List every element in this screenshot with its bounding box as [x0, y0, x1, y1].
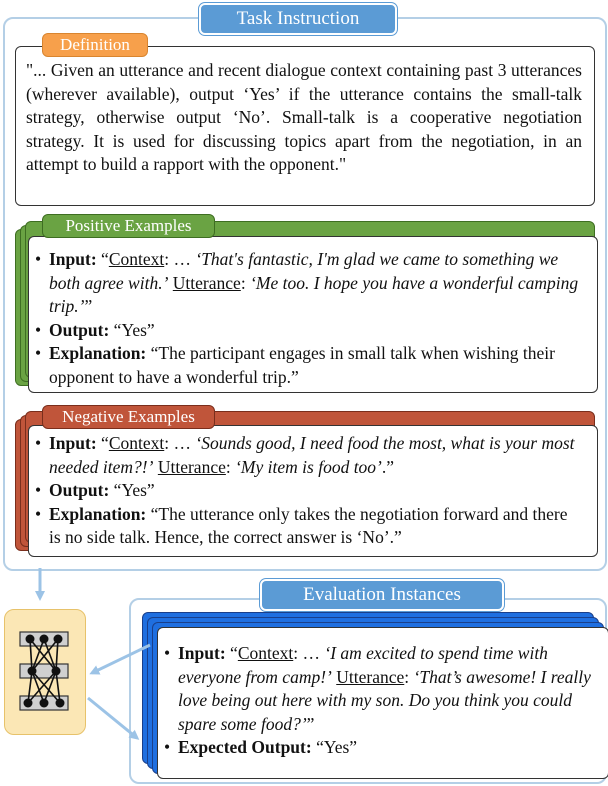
- utterance-text: ‘That’s awesome! I really love being out here with my son. Do you think you could spare some food?’: [178, 666, 591, 734]
- context-label: Context: [108, 249, 165, 269]
- negative-explanation: • Explanation: “The utterance only takes the negotiation forward and there is no side talk. Hence, the correct answer is ‘No’.”: [35, 503, 583, 550]
- evaluation-input: • Input: “Context: … ‘I am excited to spend time with everyone from camp!’ Utterance: ‘That’s awesome! I really love being out here with my son. Do you think you could spare some food?’”: [164, 642, 600, 736]
- context-label: Context: [108, 433, 165, 453]
- positive-explanation: • Explanation: “The participant engages in small talk when wishing their opponent to have a wonderful trip.”: [35, 342, 583, 389]
- evaluation-instances-title: Evaluation Instances: [260, 579, 504, 611]
- utterance-label: Utterance: [336, 666, 405, 687]
- evaluation-expected-output: • Expected Output: “Yes”: [164, 736, 600, 760]
- positive-examples-label: Positive Examples: [42, 214, 215, 238]
- context-label: Context: [237, 643, 294, 663]
- utterance-text: ‘Me too. I hope you have a wonderful camping trip.’: [49, 272, 579, 316]
- negative-examples-label: Negative Examples: [42, 405, 215, 429]
- neural-network-icon: [5, 610, 85, 734]
- negative-output: • Output: “Yes”: [35, 479, 583, 503]
- context-text: ‘That's fantastic, I'm glad we came to something we both agree with.’: [49, 249, 559, 293]
- definition-label: Definition: [42, 33, 148, 57]
- definition-text: "... Given an utterance and recent dialogue context containing past 3 utterances (wherever available), output ‘Yes’ if the utterance contains the small-talk strategy, otherwise output ‘No’. Small-talk is a cooperative negotiation strategy. It is used for discussing topics apart from the negotiation, in an attempt to build a rapport with the opponent.": [26, 60, 582, 174]
- negative-input: • Input: “Context: … ‘Sounds good, I need food the most, what is your most needed item?!’ Utterance: ‘My item is food too’.”: [35, 432, 583, 479]
- context-text: ‘Sounds good, I need food the most, what is your most needed item?!’: [49, 433, 575, 477]
- model-box: [4, 609, 86, 735]
- utterance-label: Utterance: [157, 456, 226, 477]
- positive-input: • Input: “Context: … ‘That's fantastic, I'm glad we came to something we both agree with.’ Utterance: ‘Me too. I hope you have a wonderful camping trip.’”: [35, 248, 583, 319]
- task-instruction-title: Task Instruction: [199, 3, 397, 35]
- positive-output: • Output: “Yes”: [35, 319, 583, 343]
- utterance-text: ‘My item is food too’: [235, 456, 382, 477]
- utterance-label: Utterance: [172, 272, 241, 293]
- context-text: ‘I am excited to spend time with everyone from camp!’: [178, 643, 548, 687]
